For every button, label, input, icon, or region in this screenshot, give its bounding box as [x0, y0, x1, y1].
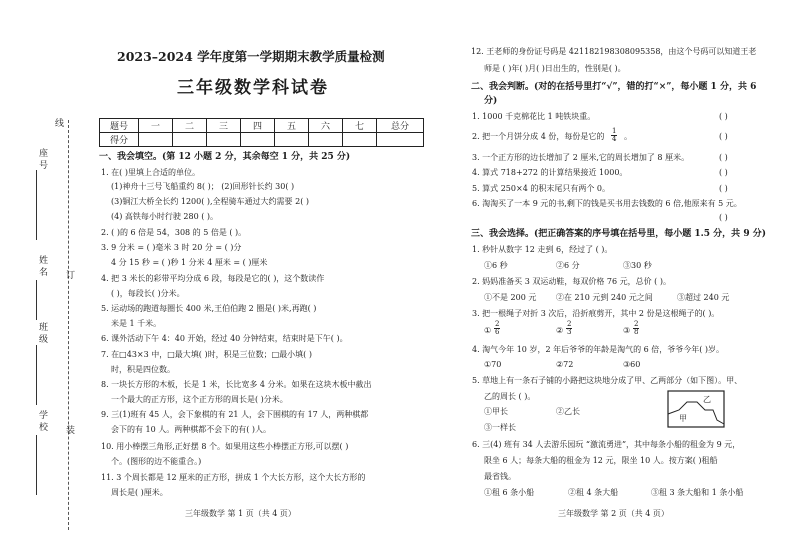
fraction-option: [494, 321, 500, 336]
section3-heading: 三、我会选择。(把正确答案的序号填在括号里，每小题 1.5 分，共 9 分): [471, 229, 766, 239]
score-table-cell: 二: [173, 119, 207, 133]
choice-option[interactable]: ①租 6 条小船: [484, 488, 535, 497]
page-footer-right: 三年级数学 第 2 页（共 4 页）: [558, 509, 669, 518]
question-line: 7. 在□43×3 中，□最大填( )时，积是三位数；□最小填( ): [101, 350, 312, 359]
exam-subject-title: 三年级数学科试卷: [177, 78, 329, 98]
question-line: 个。(图形的边不能重合。): [111, 457, 202, 466]
choice-question: 3. 把一根绳子对折 3 次后，沿折痕剪开，其中 2 份是这根绳子的( )。: [472, 309, 720, 318]
choice-option[interactable]: ①6 秒: [484, 261, 508, 270]
score-table-cell: 六: [309, 119, 343, 133]
choice-question-cont: 最省钱。: [484, 472, 516, 481]
question-line: 4 分 15 秒 = ( )秒 1 分米 4 厘米 = ( )厘米: [111, 258, 268, 267]
question-line: 3. 9 分米 = ( )毫米 3 时 20 分 = ( )分: [101, 243, 242, 252]
judge-answer-paren[interactable]: ( ): [719, 213, 728, 222]
choice-question: 1. 秒针从数字 12 走到 6，经过了 ( )。: [472, 245, 613, 254]
choice-option[interactable]: ③超过 240 元: [677, 293, 730, 302]
choice-option[interactable]: ③30 秒: [623, 261, 652, 270]
class-label: 班 级: [37, 322, 47, 343]
question-line: (3)铜江大桥全长约 1200( ),全程骑车通过大约需要 2( ): [111, 197, 309, 206]
question-line: 1. 在( )里填上合适的单位。: [101, 168, 200, 177]
judge-answer-paren[interactable]: ( ): [719, 132, 728, 141]
choice-option[interactable]: ①甲长: [484, 407, 508, 416]
fraction-denominator: 8: [634, 328, 639, 336]
judge-answer-paren[interactable]: ( ): [719, 168, 728, 177]
fraction-numerator: 2: [495, 320, 500, 328]
fraction-numerator: 2: [567, 320, 572, 328]
score-blank-cell[interactable]: [241, 133, 275, 147]
score-blank-cell[interactable]: [309, 133, 343, 147]
section2-heading: 二、我会判断。(对的在括号里打“√”，错的打“×”，每小题 1 分，共 6: [471, 82, 757, 92]
fraction-numerator: 1: [612, 127, 617, 135]
score-blank-cell[interactable]: [343, 133, 377, 147]
choice-option-marker[interactable]: ①: [484, 326, 492, 335]
score-table-cell: 七: [343, 119, 377, 133]
choice-option-marker[interactable]: ②: [556, 326, 564, 335]
choice-option[interactable]: ③60: [623, 360, 641, 369]
binding-line-label: 线: [53, 118, 63, 127]
judge-item: 4. 算式 718+272 的计算结果接近 1000。: [472, 168, 628, 177]
binding-seal-label: 装: [64, 425, 74, 434]
question-line: (4) 高铁每小时行驶 280 ( )。: [111, 212, 219, 221]
choice-option[interactable]: ①不是 200 元: [484, 293, 537, 302]
judge-item: 3. 一个正方形的边长增加了 2 厘米,它的周长增加了 8 厘米。: [472, 153, 690, 162]
fraction-option: [566, 321, 572, 336]
question-line: 11. 3 个周长都是 12 厘米的正方形，拼成 1 个大长方形，这个大长方形的: [101, 473, 366, 482]
seat-number-label: 座 号: [37, 148, 47, 169]
question-line: 会下的有 10 人。两种棋都不会下的有( )人。: [111, 425, 272, 434]
section1-heading: 一、我会填空。(第 12 小题 2 分，其余每空 1 分，共 25 分): [99, 152, 351, 162]
choice-question: 2. 妈妈准备买 3 双运动鞋，每双价格 76 元，总价 ( )。: [472, 277, 671, 286]
seat-number-blank: [36, 170, 37, 240]
class-blank: [36, 345, 37, 405]
fraction-denominator: 6: [495, 328, 500, 336]
score-blank-cell[interactable]: [207, 133, 241, 147]
score-table-score-row: [100, 133, 424, 147]
choice-question: 6. 三(4) 班有 34 人去游乐园玩 “激流勇进”，其中每条小船的租金为 9 元，: [472, 440, 741, 449]
score-row-label: 得分: [100, 133, 139, 147]
exam-year-title: 2023–2024 学年度第一学期期末教学质量检测: [117, 49, 385, 64]
judge-answer-paren[interactable]: ( ): [719, 112, 728, 121]
judge-answer-paren[interactable]: ( ): [719, 184, 728, 193]
fraction-one-quarter: [611, 128, 617, 143]
choice-option[interactable]: ②租 4 条大船: [568, 488, 619, 497]
choice-question-cont: 乙的周长 ( )。: [484, 392, 536, 401]
score-table-header-row: [100, 119, 424, 133]
question-line: 4. 把 3 米长的彩带平均分成 6 段，每段是它的( )，这个数读作: [101, 274, 325, 283]
binding-line: [68, 120, 69, 530]
choice-option[interactable]: ①70: [484, 360, 502, 369]
choice-option[interactable]: ③一样长: [484, 423, 516, 432]
score-table-cell: 五: [275, 119, 309, 133]
page-footer-left: 三年级数学 第 1 页（共 4 页）: [185, 509, 296, 518]
judge-item: 2. 把一个月饼分成 4 份，每份是它的: [472, 132, 605, 141]
name-blank: [36, 280, 37, 320]
score-table-cell: 一: [139, 119, 173, 133]
fraction-option: [633, 321, 639, 336]
fraction-denominator: 3: [567, 328, 572, 336]
region-yi-label: 乙: [703, 395, 711, 404]
score-table-cell: 题号: [100, 119, 139, 133]
choice-option[interactable]: ②在 210 元到 240 元之间: [556, 293, 653, 302]
score-table-cell: 总分: [377, 119, 424, 133]
name-label: 姓 名: [37, 255, 47, 276]
score-blank-cell[interactable]: [275, 133, 309, 147]
section2-heading-cont: 分): [484, 96, 498, 106]
question-line: 时，积是四位数。: [111, 365, 175, 374]
field-diagram: [667, 390, 725, 428]
question-line: 一个最大的正方形，这个正方形的周长是( )分米。: [111, 395, 288, 404]
question-line: 周长是( )厘米。: [111, 488, 168, 497]
question-line: 6. 课外活动下午 4：40 开始，经过 40 分钟结束，结束时是下午( )。: [101, 334, 348, 343]
question-line: 米是 1 千米。: [111, 319, 162, 328]
judge-item-end: 。: [624, 132, 632, 141]
question-line: (1)神舟十三号飞船重约 8( )； (2)回形针长约 30( ): [111, 182, 295, 191]
choice-option-marker[interactable]: ③: [623, 326, 631, 335]
score-table: [99, 118, 424, 147]
score-blank-cell[interactable]: [139, 133, 173, 147]
question-line: 10. 用小棒摆三角形,正好摆 8 个。如果用这些小棒摆正方形,可以摆( ): [101, 442, 349, 451]
judge-item: 1. 1000 千克棉花比 1 吨铁块重。: [472, 112, 596, 121]
judge-answer-paren[interactable]: ( ): [719, 153, 728, 162]
score-table-cell: 四: [241, 119, 275, 133]
judge-item: 6. 淘淘买了一本 9 元的书,剩下的钱是买书用去钱数的 6 倍,他原来有 5 元。: [472, 199, 742, 208]
question-line: 师是 ( )年( )月( )日出生的，性别是( )。: [484, 64, 626, 73]
region-jia-label: 甲: [679, 414, 687, 423]
choice-option[interactable]: ②6 分: [556, 261, 580, 270]
score-blank-cell[interactable]: [173, 133, 207, 147]
choice-option[interactable]: ②72: [556, 360, 574, 369]
score-table-cell: 三: [207, 119, 241, 133]
question-line: 9. 三(1)班有 45 人，会下象棋的有 21 人，会下围棋的有 17 人，两种棋都: [101, 410, 369, 419]
choice-question: 5. 草地上有一条石子铺的小路把这块地分成了甲、乙两部分（如下图）。甲、: [472, 376, 743, 385]
choice-option[interactable]: ②乙长: [556, 407, 580, 416]
school-label: 学 校: [37, 410, 47, 431]
choice-option[interactable]: ③租 3 条大船和 1 条小船: [651, 488, 744, 497]
binding-order-label: 订: [64, 270, 74, 279]
judge-item: 5. 算式 250×4 的积末尾只有两个 0。: [472, 184, 610, 193]
question-line: 2. ( )的 6 倍是 54，308 的 5 倍是 ( )。: [101, 228, 247, 237]
fraction-numerator: 2: [634, 320, 639, 328]
question-line: 5. 运动场的跑道每圈长 400 米,王伯伯跑 2 圈是( )米,再跑( ): [101, 304, 317, 313]
score-blank-cell[interactable]: [377, 133, 424, 147]
choice-question: 4. 淘气今年 10 岁，2 年后爷爷的年龄是淘气的 6 倍，爷爷今年( )岁。: [472, 345, 725, 354]
choice-question-cont: 限坐 6 人；每条大船的租金为 12 元，限坐 10 人。按方案( )租船: [484, 456, 718, 465]
question-line: 8. 一块长方形的木板，长是 1 米，长比宽多 4 分米。如果在这块木板中截出: [101, 380, 372, 389]
question-line: 12. 王老师的身份证号码是 421182198308095358，由这个号码可以知道王老: [471, 47, 757, 56]
fraction-denominator: 4: [612, 135, 617, 143]
field-figure: [667, 390, 725, 428]
question-line: ( )，每段长( )分米。: [111, 289, 185, 298]
school-blank: [36, 435, 37, 495]
